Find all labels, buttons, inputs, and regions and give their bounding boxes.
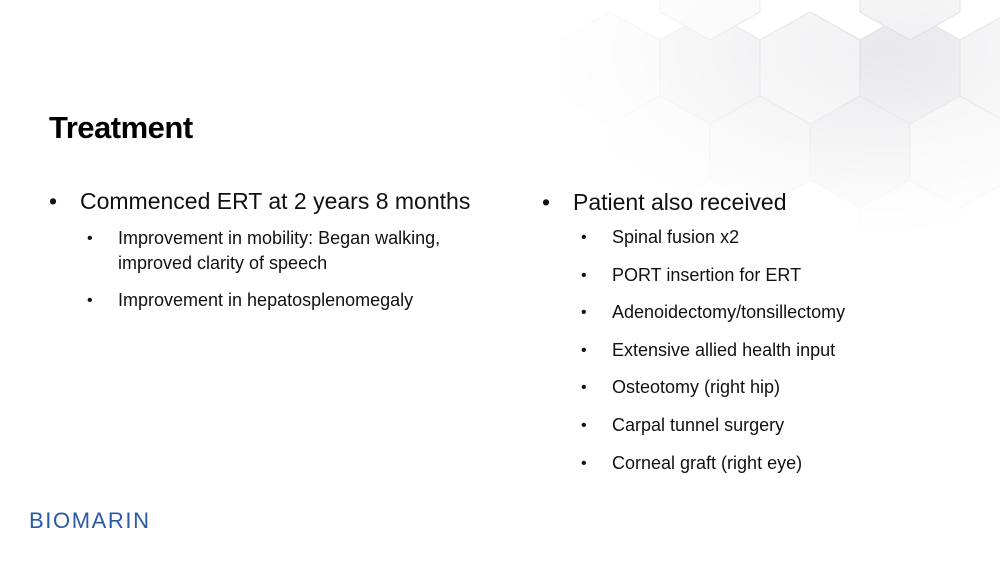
slide-title: Treatment <box>49 110 193 145</box>
left-sub-list <box>49 226 519 313</box>
biomarin-logo: BIOMARIN <box>29 508 151 533</box>
list-item: • Extensive allied health input <box>542 338 972 363</box>
list-item: • Improvement in hepatosplenomegaly <box>49 288 519 313</box>
list-item: • Corneal graft (right eye) <box>542 451 972 476</box>
list-item: • Improvement in mobility: Began walking, improved clarity of speech <box>49 226 519 276</box>
left-heading: • Commenced ERT at 2 years 8 months <box>49 186 519 216</box>
list-item: • Spinal fusion x2 <box>542 225 972 250</box>
list-item: • Carpal tunnel surgery <box>542 413 972 438</box>
list-item: • PORT insertion for ERT <box>542 263 972 288</box>
left-column <box>49 186 519 325</box>
list-item: • Adenoidectomy/tonsillectomy <box>542 300 972 325</box>
list-item: • Osteotomy (right hip) <box>542 375 972 400</box>
right-column <box>542 187 972 488</box>
right-heading: • Patient also received <box>542 187 972 217</box>
right-sub-list <box>542 225 972 476</box>
